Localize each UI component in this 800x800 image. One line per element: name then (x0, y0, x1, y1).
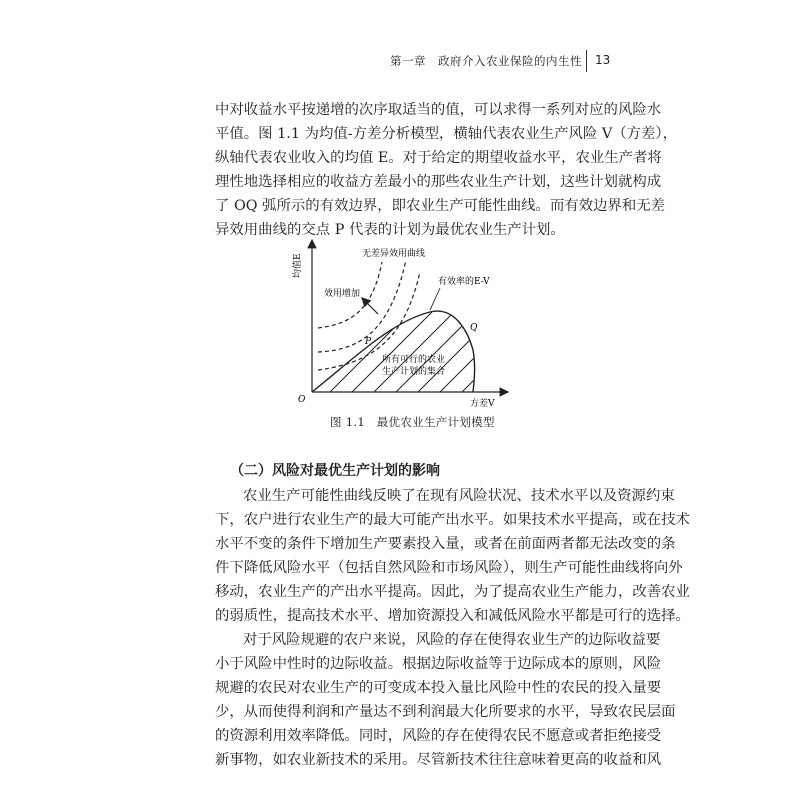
text-line: 下，农户进行农业生产的最大可能产出水平。如果技术水平提高，或在技术 (215, 512, 690, 528)
feasible-set-hatching (330, 312, 520, 392)
text-line: 农业生产可能性曲线反映了在现有风险状况、技术水平以及资源约束 (243, 488, 675, 504)
mean-variance-diagram (290, 232, 520, 412)
efficient-frontier-label: 有效率的E-V (438, 277, 490, 287)
text-line: 件下降低风险水平（包括自然风险和市场风险），则生产可能性曲线将向外 (215, 560, 683, 576)
indifference-curve-label: 无差异效用曲线 (362, 249, 426, 259)
point-q-label: Q (470, 323, 478, 333)
figure-1-1 (290, 232, 520, 412)
running-header (0, 49, 800, 71)
text-line: 了 OQ 弧所示的有效边界，即农业生产可能性曲线。而有效边界和无差 (215, 198, 666, 214)
text-line: 异效用曲线的交点 P 代表的计划为最优农业生产计划。 (215, 222, 565, 238)
text-line: 新事物，如农业新技术的采用。尽管新技术往往意味着更高的收益和风 (215, 752, 662, 768)
text-line: 对于风险规避的农户来说，风险的存在使得农业生产的边际收益要 (243, 632, 661, 648)
efficient-frontier-curve (312, 311, 475, 392)
text-line: 水平不变的条件下增加生产要素投入量，或者在前面两者都无法改变的条 (215, 536, 676, 552)
text-line: 中对收益水平按递增的次序取适当的值，可以求得一系列对应的风险水 (215, 102, 662, 118)
efficient-label-pointer (430, 288, 440, 310)
header-separator (586, 50, 587, 72)
x-axis-label: 方差V (470, 399, 495, 409)
utility-increase-label: 效用增加 (324, 289, 361, 299)
text-line: 移动，农业生产的产出水平提高。因此，为了提高农业生产能力，改善农业 (215, 584, 690, 600)
text-line: 少，从而使得利润和产量达不到利润最大化所要求的水平，导致农民层面 (215, 704, 676, 720)
text-line: 的资源利用效率降低。同时，风险的存在使得农民不愿意或者拒绝接受 (215, 728, 662, 744)
text-line: 的弱质性，提高技术水平、增加资源投入和减低风险水平都是可行的选择。 (215, 608, 690, 624)
figure-caption: 图 1.1 最优农业生产计划模型 (330, 415, 495, 429)
chapter-title: 第一章 政府介入农业保险的内生性 (390, 54, 582, 68)
text-line: 理性地选择相应的收益方差最小的那些农业生产计划，这些计划就构成 (215, 174, 662, 190)
page-number: 13 (595, 53, 611, 67)
text-line: 平值。图 1.1 为均值-方差分析模型，横轴代表农业生产风险 V（方差）， (215, 126, 677, 142)
point-p-label: P (365, 337, 372, 347)
text-line: 小于风险中性时的边际收益。根据边际收益等于边际成本的原则，风险 (215, 656, 662, 672)
feasible-set-label-2: 生产计划的集合 (382, 367, 446, 377)
section-heading: （二）风险对最优生产计划的影响 (230, 463, 440, 479)
paragraph-3 (215, 628, 676, 772)
feasible-set-label-1: 所有可行的农业 (382, 355, 446, 365)
y-axis-label: 均值E (293, 253, 303, 278)
text-line: 规避的农民对农业生产的可变成本投入量比风险中性的农民的投入量要 (215, 680, 662, 696)
paragraph-2 (215, 484, 690, 628)
text-line: 纵轴代表农业收入的均值 E。对于给定的期望收益水平，农业生产者将 (215, 150, 662, 166)
origin-label: O (298, 395, 306, 405)
indifference-curve-2 (318, 260, 406, 352)
paragraph-1 (215, 98, 677, 242)
